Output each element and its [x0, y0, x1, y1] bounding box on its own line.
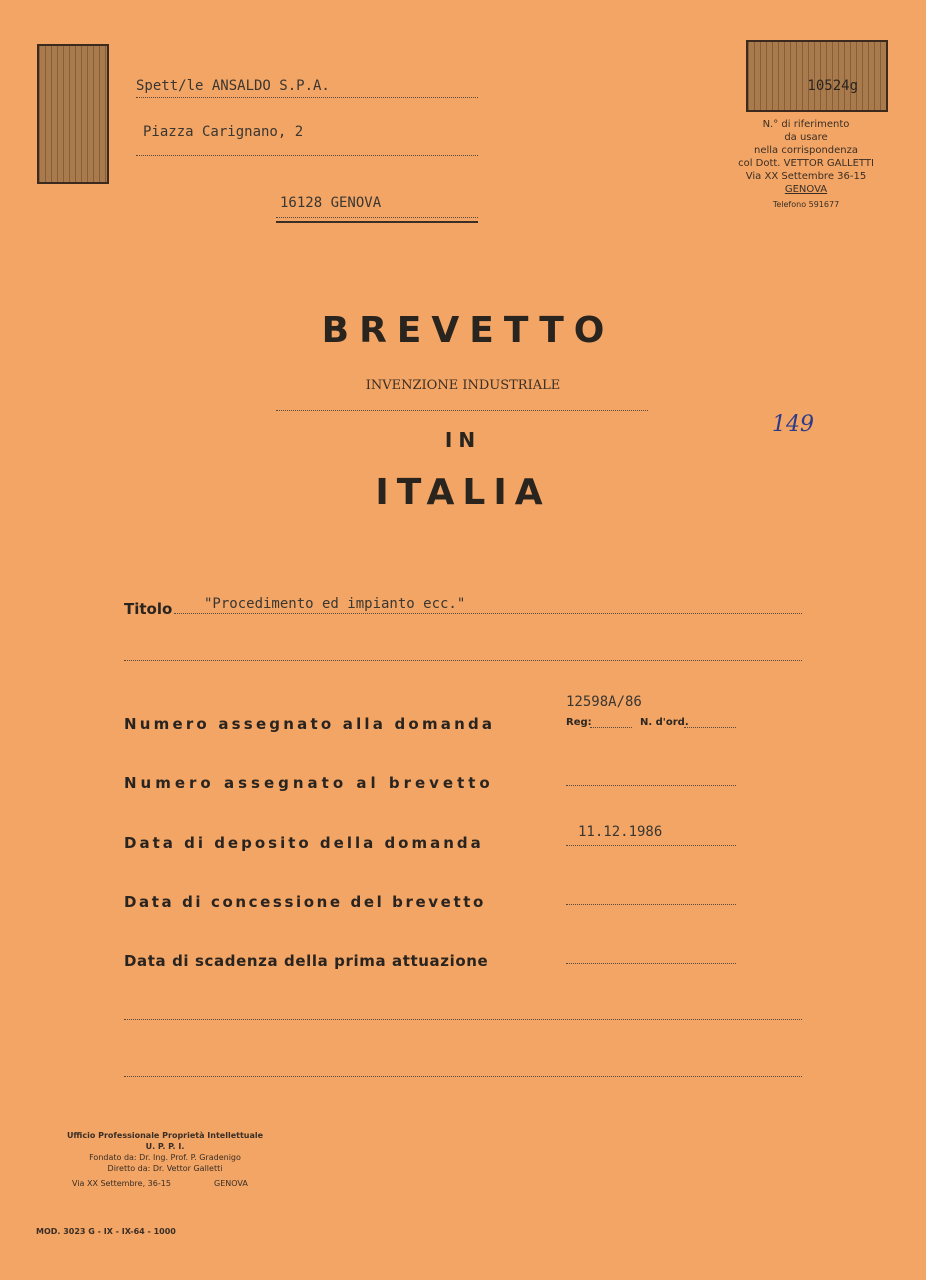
data-concessione-rule	[566, 904, 736, 905]
data-deposito-label: Data di deposito della domanda	[124, 834, 484, 852]
footer-model: MOD. 3023 G - IX - IX-64 - 1000	[36, 1227, 176, 1236]
address-rule-1	[136, 97, 478, 98]
title-brevetto: BREVETTO	[321, 310, 615, 351]
ref-line-4: col Dott. VETTOR GALLETTI	[738, 158, 874, 169]
data-deposito-rule	[566, 845, 736, 846]
footer-city: GENOVA	[214, 1179, 248, 1188]
reg-rule	[590, 727, 632, 728]
title-italia: ITALIA	[375, 472, 551, 513]
ref-line-3: nella corrispondenza	[753, 145, 859, 156]
titolo-value: "Procedimento ed impianto ecc."	[204, 596, 466, 612]
titolo-rule-2	[124, 660, 802, 661]
handwritten-number: 149	[772, 412, 814, 437]
numero-domanda-label: Numero assegnato alla domanda	[124, 715, 496, 733]
blank-rule-1	[124, 1019, 802, 1020]
address-underline	[276, 221, 478, 223]
ref-phone: Telefono 591677	[772, 200, 840, 209]
footer-line-2: U. P. P. I.	[145, 1142, 185, 1151]
address-line-1: Spett/le ANSALDO S.P.A.	[136, 78, 330, 94]
ref-line-6: GENOVA	[784, 184, 828, 195]
blank-rule-2	[124, 1076, 802, 1077]
titolo-label: Titolo	[124, 600, 173, 618]
subtitle-rule	[276, 410, 648, 411]
address-line-2: Piazza Carignano, 2	[143, 124, 304, 140]
numero-brevetto-label: Numero assegnato al brevetto	[124, 774, 494, 792]
footer-line-1: Ufficio Professionale Proprietà Intellettuale	[66, 1131, 264, 1140]
ref-line-2: da usare	[784, 132, 828, 143]
title-in: IN	[444, 428, 482, 452]
numero-domanda-value: 12598A/86	[566, 694, 642, 710]
numero-brevetto-rule	[566, 785, 736, 786]
ref-line-5: Via XX Settembre 36-15	[745, 171, 867, 182]
reference-code: 10524g	[807, 78, 858, 94]
subtitle-invenzione: INVENZIONE INDUSTRIALE	[365, 378, 561, 393]
reference-box	[746, 40, 888, 112]
address-rule-2	[136, 155, 478, 156]
footer-address: Via XX Settembre, 36-15	[72, 1179, 171, 1188]
data-concessione-label: Data di concessione del brevetto	[124, 893, 486, 911]
nord-label: N. d'ord.	[640, 717, 689, 728]
titolo-rule	[174, 613, 802, 614]
folder-tab-decoration	[37, 44, 109, 184]
data-scadenza-rule	[566, 963, 736, 964]
footer-line-4: Diretto da: Dr. Vettor Galletti	[107, 1164, 223, 1173]
footer-office	[60, 1130, 270, 1174]
reg-label: Reg:	[566, 717, 592, 728]
data-scadenza-label: Data di scadenza della prima attuazione	[124, 952, 489, 970]
address-line-3: 16128 GENOVA	[280, 195, 382, 211]
address-rule-3	[276, 217, 478, 218]
data-deposito-value: 11.12.1986	[578, 824, 663, 840]
ref-line-1: N.° di riferimento	[762, 119, 850, 130]
reference-instructions	[716, 118, 896, 211]
nord-rule	[684, 727, 736, 728]
footer-line-3: Fondato da: Dr. Ing. Prof. P. Gradenigo	[89, 1153, 241, 1162]
